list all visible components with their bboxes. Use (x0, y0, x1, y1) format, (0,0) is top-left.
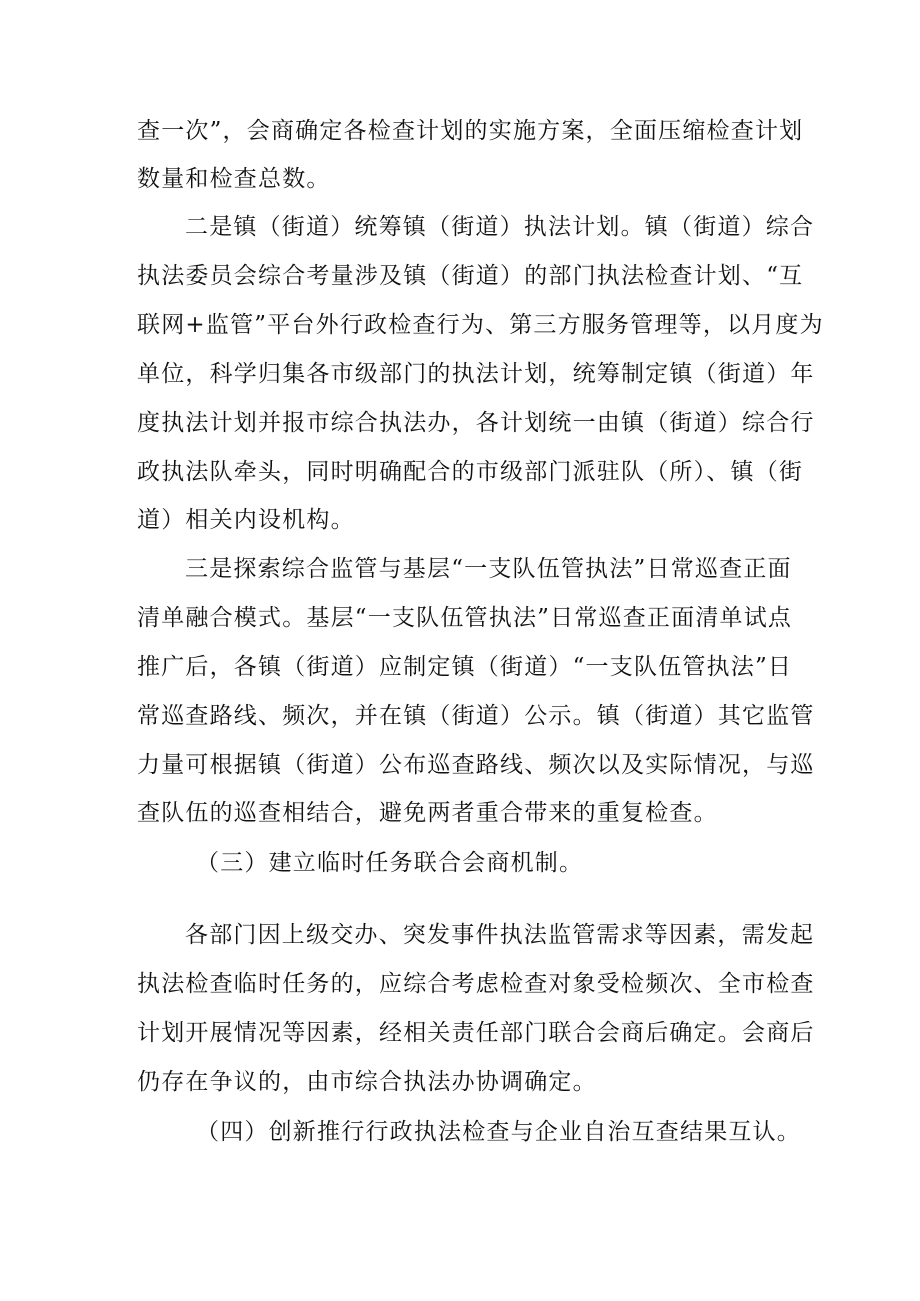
paragraph-line: 仍存在争议的，由市综合执法办协调确定。 (137, 1069, 597, 1095)
paragraph-line: 度执法计划并报市综合执法办，各计划统一由镇（街道）综合行 (137, 410, 815, 436)
paragraph-line: 三是探索综合监管与基层“一支队伍管执法”日常巡查正面 (185, 556, 792, 582)
paragraph-line: 计划开展情况等因素，经相关责任部门联合会商后确定。会商后 (137, 1020, 815, 1046)
paragraph-line: 道）相关内设机构。 (137, 507, 355, 533)
paragraph-line: 执法委员会综合考量涉及镇（街道）的部门执法检查计划、“互 (137, 263, 804, 289)
paragraph-line: 推广后，各镇（街道）应制定镇（街道）“一支队伍管执法”日 (137, 654, 793, 680)
paragraph-line: 常巡查路线、频次，并在镇（街道）公示。镇（街道）其它监管 (137, 703, 815, 729)
paragraph-line: 数量和检查总数。 (137, 166, 331, 192)
section-heading: （三）建立临时任务联合会商机制。 (196, 850, 584, 876)
paragraph-line: 力量可根据镇（街道）公布巡查路线、频次以及实际情况，与巡 (137, 752, 815, 778)
paragraph-line: 执法检查临时任务的，应综合考虑检查对象受检频次、全市检查 (137, 971, 815, 997)
paragraph-line: 清单融合模式。基层“一支队伍管执法”日常巡查正面清单试点 (137, 605, 793, 631)
paragraph-line: 二是镇（街道）统筹镇（街道）执法计划。镇（街道）综合 (185, 214, 815, 240)
paragraph-line: 政执法队牵头，同时明确配合的市级部门派驻队（所）、镇（街 (137, 459, 804, 485)
paragraph-line: 查一次”，会商确定各检查计划的实施方案，全面压缩检查计划 (137, 118, 804, 144)
section-heading: （四）创新推行行政执法检查与企业自治互查结果互认。 (196, 1119, 801, 1145)
paragraph-line: 各部门因上级交办、突发事件执法监管需求等因素，需发起 (185, 922, 815, 948)
paragraph-line: 联网+监管”平台外行政检查行为、第三方服务管理等，以月度为 (137, 312, 824, 338)
paragraph-line: 单位，科学归集各市级部门的执法计划，统筹制定镇（街道）年 (137, 361, 815, 387)
paragraph-line: 查队伍的巡查相结合，避免两者重合带来的重复检查。 (137, 800, 718, 826)
